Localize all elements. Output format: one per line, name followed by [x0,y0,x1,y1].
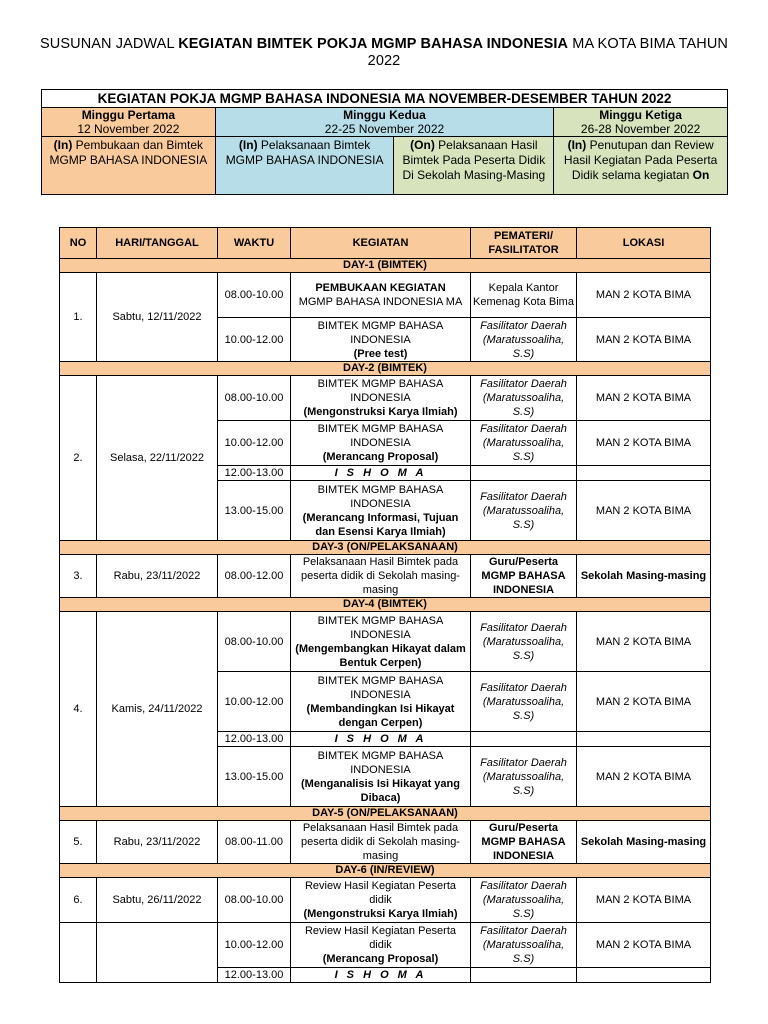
row-time: 13.00-15.00 [218,747,291,807]
table-row [60,273,711,318]
row-no: 1. [60,273,97,362]
col-header-location: LOKASI [577,228,711,259]
row-facilitator [471,466,577,481]
title-bold: KEGIATAN BIMTEK POKJA MGMP BAHASA INDONESIA [178,36,569,52]
row-time: 10.00-12.00 [218,421,291,466]
table-row [60,878,711,923]
row-date-empty [97,923,218,983]
row-time: 12.00-13.00 [218,466,291,481]
row-location: MAN 2 KOTA BIMA [577,481,711,541]
col-header-no: NO [60,228,97,259]
row-date: Rabu, 23/11/2022 [97,821,218,864]
row-facilitator: Fasilitator Daerah (Maratussoaliha, S.S) [471,481,577,541]
row-date: Sabtu, 12/11/2022 [97,273,218,362]
week-1-cell [42,108,216,137]
row-activity: BIMTEK MGMP BAHASA INDONESIA (Menganalisis Isi Hikayat yang Dibaca) [291,747,471,807]
row-facilitator: Guru/Peserta MGMP BAHASA INDONESIA [471,555,577,598]
row-facilitator: Fasilitator Daerah (Maratussoaliha, S.S) [471,923,577,968]
row-date: Kamis, 24/11/2022 [97,612,218,807]
row-time: 10.00-12.00 [218,318,291,362]
row-location: MAN 2 KOTA BIMA [577,318,711,362]
row-facilitator: Fasilitator Daerah (Maratussoaliha, S.S) [471,878,577,923]
row-time: 08.00-10.00 [218,376,291,421]
table-row [60,612,711,672]
row-location: Sekolah Masing-masing [577,555,711,598]
table-row [60,821,711,864]
row-location [577,466,711,481]
col-header-time: WAKTU [218,228,291,259]
day-6-header: DAY-6 (IN/REVIEW) [60,864,711,878]
row-facilitator: Fasilitator Daerah (Maratussoaliha, S.S) [471,318,577,362]
row-date: Selasa, 22/11/2022 [97,376,218,541]
table-row [60,923,711,968]
row-location: Sekolah Masing-masing [577,821,711,864]
row-facilitator: Fasilitator Daerah (Maratussoaliha, S.S) [471,421,577,466]
row-facilitator: Guru/Peserta MGMP BAHASA INDONESIA [471,821,577,864]
row-activity: BIMTEK MGMP BAHASA INDONESIA (Merancang Informasi, Tujuan dan Esensi Karya Ilmiah) [291,481,471,541]
row-time: 08.00-10.00 [218,273,291,318]
row-activity: Review Hasil Kegiatan Peserta didik (Merancang Proposal) [291,923,471,968]
row-no: 3. [60,555,97,598]
row-time: 08.00-10.00 [218,612,291,672]
day-4-header: DAY-4 (BIMTEK) [60,598,711,612]
row-location: MAN 2 KOTA BIMA [577,923,711,968]
row-location: MAN 2 KOTA BIMA [577,747,711,807]
day-1-header: DAY-1 (BIMTEK) [60,259,711,273]
day-3-header: DAY-3 (ON/PELAKSANAAN) [60,541,711,555]
row-facilitator: Kepala Kantor Kemenag Kota Bima [471,273,577,318]
row-activity-ishoma: I S H O M A [291,466,471,481]
week-3-date: 26-28 November 2022 [580,122,701,136]
week-3-name: Minggu Ketiga [599,108,682,122]
row-facilitator [471,968,577,983]
col-header-facilitator: PEMATERI/ FASILITATOR [471,228,577,259]
week-3-cell [554,108,728,137]
row-activity: BIMTEK MGMP BAHASA INDONESIA (Merancang Proposal) [291,421,471,466]
row-activity: Review Hasil Kegiatan Peserta didik (Mengonstruksi Karya Ilmiah) [291,878,471,923]
row-date: Rabu, 23/11/2022 [97,555,218,598]
week-2-date: 22-25 November 2022 [324,122,445,136]
row-location [577,968,711,983]
activity-4: (In) Penutupan dan Review Hasil Kegiatan Pada Peserta Didik selama kegiatan On [554,137,728,195]
row-time: 12.00-13.00 [218,968,291,983]
row-facilitator: Fasilitator Daerah (Maratussoaliha, S.S) [471,672,577,732]
row-location: MAN 2 KOTA BIMA [577,672,711,732]
row-activity: BIMTEK MGMP BAHASA INDONESIA (Mengembangkan Hikayat dalam Bentuk Cerpen) [291,612,471,672]
schedule-header-row [60,228,711,259]
row-no: 4. [60,612,97,807]
day-2-header: DAY-2 (BIMTEK) [60,362,711,376]
row-location: MAN 2 KOTA BIMA [577,421,711,466]
row-time: 08.00-10.00 [218,878,291,923]
week-2-cell [215,108,554,137]
schedule-table [59,227,711,983]
summary-heading: KEGIATAN POKJA MGMP BAHASA INDONESIA MA NOVEMBER-DESEMBER TAHUN 2022 [42,90,728,108]
row-time: 10.00-12.00 [218,923,291,968]
row-activity-ishoma: I S H O M A [291,968,471,983]
row-time: 08.00-11.00 [218,821,291,864]
col-header-activity: KEGIATAN [291,228,471,259]
row-location: MAN 2 KOTA BIMA [577,612,711,672]
row-location: MAN 2 KOTA BIMA [577,273,711,318]
row-date: Sabtu, 26/11/2022 [97,878,218,923]
row-time: 12.00-13.00 [218,732,291,747]
activity-3: (On) Pelaksanaan Hasil Bimtek Pada Peserta Didik Di Sekolah Masing-Masing [394,137,554,195]
col-header-date: HARI/TANGGAL [97,228,218,259]
week-1-date: 12 November 2022 [77,122,180,136]
row-activity: Pelaksanaan Hasil Bimtek pada peserta didik di Sekolah masing-masing [291,821,471,864]
row-no: 5. [60,821,97,864]
title-prefix: SUSUNAN JADWAL [40,36,179,52]
row-location: MAN 2 KOTA BIMA [577,878,711,923]
row-activity-ishoma: I S H O M A [291,732,471,747]
row-location [577,732,711,747]
row-facilitator: Fasilitator Daerah (Maratussoaliha, S.S) [471,612,577,672]
row-activity: PEMBUKAAN KEGIATAN MGMP BAHASA INDONESIA MA [291,273,471,318]
day-5-header: DAY-5 (ON/PELAKSANAAN) [60,807,711,821]
activity-1: (In) Pembukaan dan Bimtek MGMP BAHASA INDONESIA [42,137,216,195]
document-title [40,36,728,70]
activity-2: (In) Pelaksanaan Bimtek MGMP BAHASA INDONESIA [215,137,394,195]
row-time: 08.00-12.00 [218,555,291,598]
row-no-empty [60,923,97,983]
week-2-name: Minggu Kedua [343,108,426,122]
row-no: 2. [60,376,97,541]
row-facilitator [471,732,577,747]
row-facilitator: Fasilitator Daerah (Maratussoaliha, S.S) [471,376,577,421]
row-no: 6. [60,878,97,923]
row-time: 10.00-12.00 [218,672,291,732]
week-1-name: Minggu Pertama [81,108,176,122]
row-activity: BIMTEK MGMP BAHASA INDONESIA (Mengonstruksi Karya Ilmiah) [291,376,471,421]
row-facilitator: Fasilitator Daerah (Maratussoaliha, S.S) [471,747,577,807]
table-row [60,376,711,421]
row-location: MAN 2 KOTA BIMA [577,376,711,421]
row-activity: BIMTEK MGMP BAHASA INDONESIA (Pree test) [291,318,471,362]
summary-table [41,89,728,195]
title-suffix: MA KOTA BIMA TAHUN 2022 [367,36,728,69]
table-row [60,555,711,598]
row-activity: Pelaksanaan Hasil Bimtek pada peserta didik di Sekolah masing-masing [291,555,471,598]
row-activity: BIMTEK MGMP BAHASA INDONESIA (Membandingkan Isi Hikayat dengan Cerpen) [291,672,471,732]
row-time: 13.00-15.00 [218,481,291,541]
